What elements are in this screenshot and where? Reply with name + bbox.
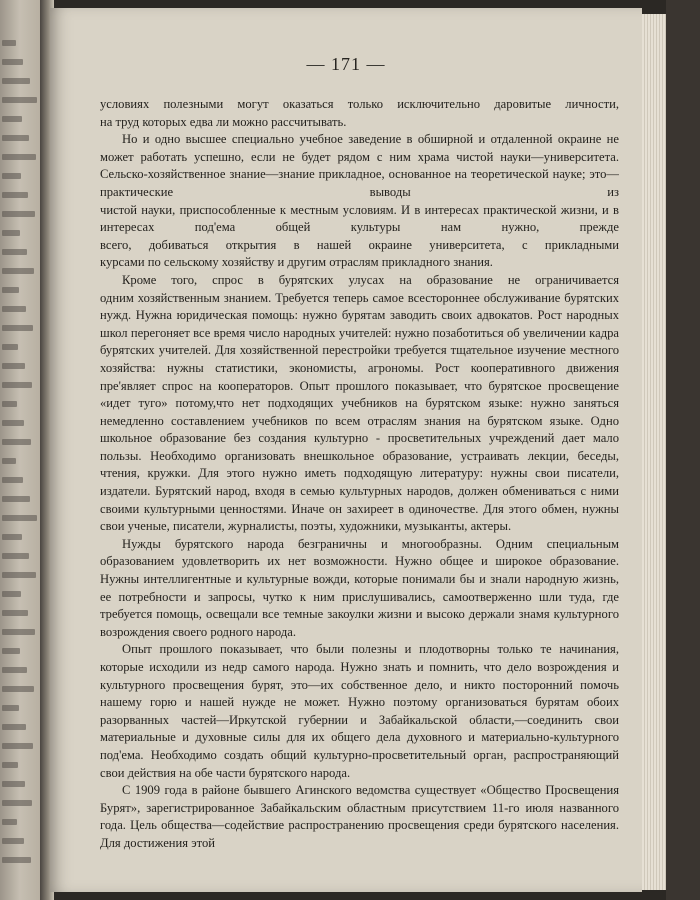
previous-page-line	[2, 743, 33, 749]
paragraph	[100, 272, 619, 536]
previous-page-line	[2, 249, 27, 255]
previous-page-line	[2, 762, 18, 768]
text-line: чистой науки, приспособленные к местным условиям. И в интересах практической жизни, и в интересах под'ема общей культуры нам нужно, прежде	[100, 202, 619, 235]
previous-page-line	[2, 857, 31, 863]
previous-page-line	[2, 591, 21, 597]
previous-page-line	[2, 572, 36, 578]
book-page	[50, 8, 642, 892]
previous-page-line	[2, 439, 31, 445]
previous-page-line	[2, 40, 16, 46]
previous-page-line	[2, 59, 23, 65]
previous-page-line	[2, 724, 26, 730]
previous-page-line	[2, 553, 29, 559]
previous-page-line	[2, 325, 33, 331]
previous-page-line	[2, 344, 18, 350]
previous-page-line	[2, 401, 17, 407]
previous-page-line	[2, 667, 27, 673]
previous-page-line	[2, 382, 32, 388]
paragraph	[100, 536, 619, 642]
text-line: условиях полезными могут оказаться только исключительно даровитые личности,	[100, 97, 619, 111]
text-line: всего, добиваться открытия в нашей окраине университета, с прикладными	[100, 237, 619, 252]
previous-page-line	[2, 629, 35, 635]
paragraph	[100, 641, 619, 782]
text-line: одним хозяйственным знанием. Требуется теперь самое всестороннее обслуживание бурятских нужд. Нужна юридическая помощь: нужно бурятам заводить своих адвокатов. Рост народных школ перегоняет все время число народных учителей: нужно позаботиться об увеличении кадра бурятских учителей. Для хозяйственной перестройки требуется тщательное изучение местного хозяйства: нужны статистики, экономисты, агрономы. Рост кооперативного движения пре'являет спрос на кооператоров. Опыт прошлого показывает, что бурятское просвещение «идет туго» потому,что нет подходящих учебников на бурятском языке: нужно заняться немедленно составлением учебников по всем отраслям знания на бурятском языке. Одно школьное образование без создания культурно - просветительных учреждений дает мало пользы. Необходимо организовать внешкольное образование, устраивать лекции, беседы, чтения, кружки. Для этого нужно иметь подходящую литературу: нужны свои писатели, издатели. Бурятский народ, входя в семью культурных народов, должен обмениваться с ними своими культурными ценностями. Иначе он захиреет в одиночестве. Для этого обмен, нужны свои ученые, писатели, журналисты, поэты, художники, музыканты, актеры.	[100, 290, 619, 534]
previous-page-line	[2, 819, 17, 825]
paragraph	[100, 131, 619, 272]
previous-page-line	[2, 230, 20, 236]
previous-page-line	[2, 515, 37, 521]
paragraph	[100, 96, 619, 131]
previous-page-line	[2, 534, 22, 540]
previous-page-line	[2, 686, 34, 692]
text-line: С 1909 года в районе бывшего Агинского ведомства существует «Общество Просвещения Бурят», зарегистрированное Забайкальским областным присутствием 11-го июля названного года. Цель общества—содействие распространению просвещения среди бурятского населения. Для достижения этой	[100, 783, 619, 850]
previous-page-edge	[0, 0, 44, 900]
text-line: Опыт прошлого показывает, что были полезны и плодотворны только те начинания, которые исходили из недр самого народа. Нужно знать и помнить, что дело возрождения и культурного просвещения бурят, это—их собственное дело, и никто посторонний помочь нашему горю и нашей нужде не может. Нужно поэтому организоваться бурятам обоих разорванных частей—Иркутской губернии и Забайкальской области,—соединить свои материальные и духовные силы для их общего дела духовного и материально-культурного под'ема. Необходимо создать общий культурно-просветительный орган, распространяющий свои действия на обе части бурятского народа.	[100, 642, 619, 780]
previous-page-line	[2, 838, 24, 844]
background-edge	[666, 0, 700, 900]
text-line: Кроме того, спрос в бурятских улусах на образование не ограничивается	[122, 272, 619, 287]
previous-page-line	[2, 477, 23, 483]
previous-page-line	[2, 458, 16, 464]
previous-page-line	[2, 800, 32, 806]
previous-page-line	[2, 363, 25, 369]
previous-page-line	[2, 420, 24, 426]
previous-page-line	[2, 154, 36, 160]
previous-page-line	[2, 496, 30, 502]
previous-page-line	[2, 610, 28, 616]
body-text	[100, 96, 619, 853]
previous-page-line	[2, 116, 22, 122]
previous-page-line	[2, 173, 21, 179]
previous-page-line	[2, 97, 37, 103]
text-line: Но и одно высшее специально учебное заведение в обширной и отдаленной окраине не может работать успешно, если не будет рядом с ним храма чистой науки—университета. Сельско-хозяйственное знание—знание прикладное, основанное на теоретической науке; это—практические выводы из	[100, 132, 619, 199]
previous-page-line	[2, 781, 25, 787]
previous-page-line	[2, 705, 19, 711]
previous-page-line	[2, 648, 20, 654]
previous-page-text-fragments	[2, 40, 38, 876]
text-line: Нужды бурятского народа безграничны и многообразны. Одним специальным образованием удовлетворить их нет возможности. Нужно общее и широкое образование. Нужны интеллигентные и культурные вожди, которые понимали бы и знали народную жизнь, ее потребности и запросы, чутко к ним прислушивались, самоотверженно шли туда, где требуется помощь, освещали все темные закоулки жизни и высоко держали знамя культурного возрождения своего родного народа.	[100, 536, 619, 639]
page-number: — 171 —	[306, 54, 386, 74]
previous-page-line	[2, 192, 28, 198]
previous-page-line	[2, 135, 29, 141]
previous-page-line	[2, 287, 19, 293]
text-line: курсами по сельскому хозяйству и другим отраслям прикладного знания.	[100, 255, 493, 270]
text-line: на труд которых едва ли можно рассчитывать.	[100, 114, 347, 129]
previous-page-line	[2, 306, 26, 312]
previous-page-line	[2, 78, 30, 84]
previous-page-line	[2, 268, 34, 274]
previous-page-line	[2, 211, 35, 217]
paragraph	[100, 782, 619, 852]
